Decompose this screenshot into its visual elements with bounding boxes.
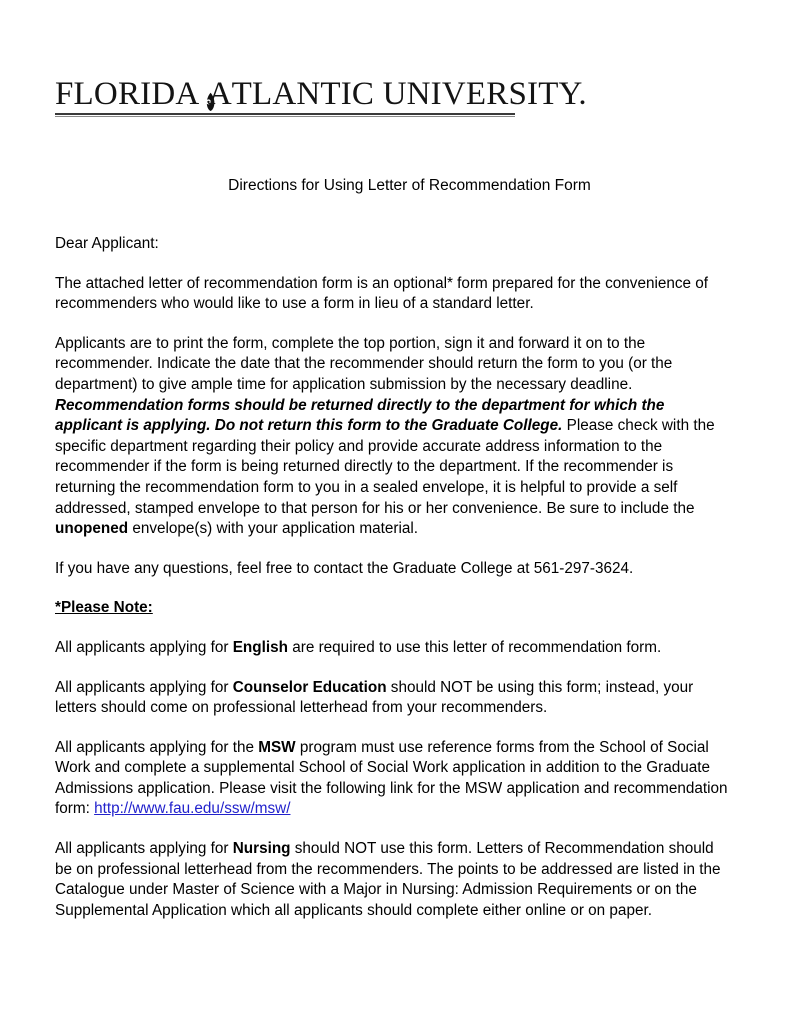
please-note-label: *Please Note: <box>55 599 153 617</box>
note-nursing <box>55 839 731 921</box>
note-counselor-prefix: All applicants applying for <box>55 678 233 696</box>
note-nursing-suffix: should NOT use this form. Letters of Recommendation should be on professional letterhead from the recommenders. The points to be addressed are listed in the Catalogue under Master of Science with a Major in Nursing: Admission Requirements or on the Supplemental Application which all applicants should complete either online or on paper. <box>55 840 721 919</box>
logo-word-florida: FLORIDA <box>55 76 200 112</box>
note-msw <box>55 738 731 820</box>
intro-paragraph: The attached letter of recommendation form is an optional* form prepared for the convenience of recommenders who would like to use a form in lieu of a standard letter. <box>55 274 709 313</box>
note-msw-suffix: program must use reference forms from the School of Social Work and complete a supplemental School of Social Work application in addition to the Graduate Admissions application. Please visit the following link for the MSW application and recommendation form: <box>55 738 728 818</box>
note-msw-prefix: All applicants applying for the <box>55 738 259 756</box>
instructions-text-3: envelope(s) with your application material. <box>128 520 419 538</box>
note-counselor-program: Counselor Education <box>232 678 387 696</box>
note-english-program: English <box>232 638 288 656</box>
salutation: Dear Applicant: <box>55 235 159 252</box>
logo-rule-secondary <box>55 116 515 117</box>
note-english <box>55 638 731 659</box>
note-nursing-program: Nursing <box>232 840 291 858</box>
instructions-paragraph <box>55 334 731 540</box>
note-english-prefix: All applicants applying for <box>55 638 233 656</box>
logo-word-university: UNIVERSITY. <box>382 76 587 112</box>
fau-logo <box>55 76 587 117</box>
note-counselor-education <box>55 678 731 719</box>
msw-application-link[interactable]: http://www.fau.edu/ssw/msw/ <box>94 800 291 818</box>
fau-wordmark <box>55 76 587 112</box>
logo-rule-primary <box>55 113 515 115</box>
page-title: Directions for Using Letter of Recommendation Form <box>228 177 591 194</box>
note-nursing-prefix: All applicants applying for <box>55 840 233 858</box>
logo-letter-a: A <box>207 76 232 112</box>
logo-atlantic-a <box>208 78 232 111</box>
note-msw-program: MSW <box>258 738 296 756</box>
contact-paragraph: If you have any questions, feel free to contact the Graduate College at 561-297-3624. <box>55 559 634 577</box>
instructions-text-2: Please check with the specific department regarding their policy and provide accurate address information to the recommender if the form is being returned directly to the department. If the recommender is returning the recommendation form to you in a sealed envelope, it is helpful to provide a self addressed, stamped envelope to that person for his or her convenience. Be sure to include the <box>55 417 715 517</box>
instructions-emphasis: Recommendation forms should be returned directly to the department for which the applicant is applying. Do not return this form to the Graduate College. <box>55 396 665 435</box>
please-note-heading <box>55 598 731 619</box>
instructions-bold-word: unopened <box>55 520 129 538</box>
note-english-suffix: are required to use this letter of recommendation form. <box>287 638 662 656</box>
logo-word-tlantic: TLANTIC <box>231 76 375 112</box>
note-counselor-suffix: should NOT be using this form; instead, your letters should come on professional letterhead from your recommenders. <box>55 678 694 717</box>
instructions-text-1: Applicants are to print the form, complete the top portion, sign it and forward it on to the recommender. Indicate the date that the recommender should return the form to you (or the department) to give ample time for application submission by the necessary deadline. <box>55 334 673 393</box>
letter-body <box>55 234 731 940</box>
